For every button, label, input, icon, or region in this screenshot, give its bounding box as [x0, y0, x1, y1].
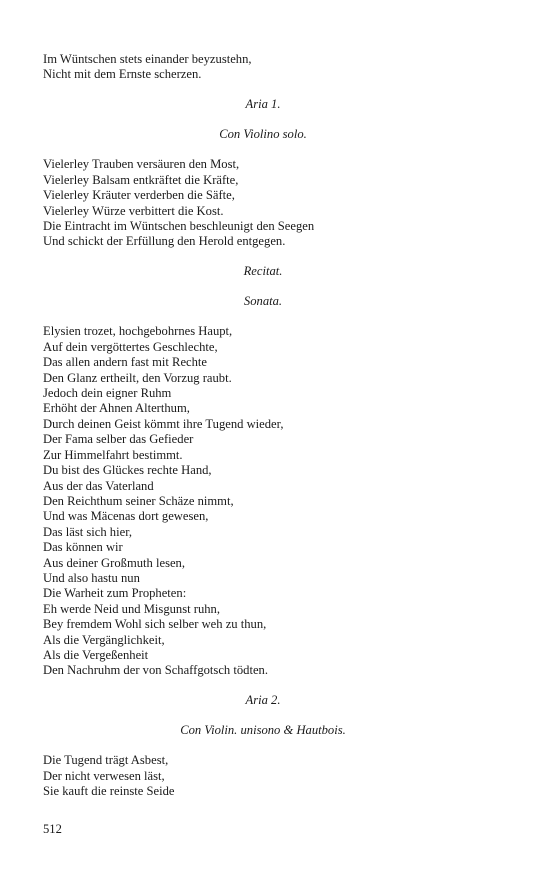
- heading-recitat: Recitat.: [243, 264, 283, 279]
- page-number: 512: [43, 822, 62, 836]
- verse-line: Den Nachruhm der von Schaffgotsch tödten.: [43, 663, 268, 678]
- verse-line: Und schickt der Erfüllung den Herold entgegen.: [43, 234, 286, 249]
- verse-line: Erhöht der Ahnen Alterthum,: [43, 401, 190, 416]
- verse-line: Das allen andern fast mit Rechte: [43, 355, 208, 370]
- spacer: [43, 739, 483, 754]
- verse-stanza: [43, 324, 483, 678]
- verse-line: Aus deiner Großmuth lesen,: [43, 555, 185, 570]
- verse-line: Den Reichthum seiner Schäze nimmt,: [43, 493, 234, 508]
- verse-line: Und also hastu nun: [43, 570, 140, 585]
- verse-stanza: [43, 157, 483, 249]
- verse-line: Der Fama selber das Gefieder: [43, 432, 194, 447]
- spacer: [43, 709, 483, 724]
- verse-line: Vielerley Trauben versäuren den Most,: [43, 157, 240, 172]
- verse-line: Zur Himmelfahrt bestimmt.: [43, 447, 183, 462]
- verse-line: Du bist des Glückes rechte Hand,: [43, 463, 212, 478]
- verse-line: Das können wir: [43, 540, 123, 555]
- page-body: [43, 52, 483, 800]
- verse-line: Vielerley Balsam entkräftet die Kräfte,: [43, 172, 239, 187]
- verse-line: Jedoch dein eigner Ruhm: [43, 386, 172, 401]
- heading-instrumentation: Con Violin. unisono & Hautbois.: [180, 723, 346, 738]
- verse-line: Im Wüntschen stets einander beyzustehn,: [43, 52, 252, 66]
- verse-stanza: [43, 52, 483, 83]
- verse-stanza: [43, 753, 483, 799]
- heading-aria-1: Aria 1.: [245, 97, 281, 112]
- verse-line: Aus der das Vaterland: [43, 478, 154, 493]
- verse-line: Vielerley Kräuter verderben die Säfte,: [43, 188, 235, 203]
- verse-line: Auf dein vergöttertes Geschlechte,: [43, 339, 218, 354]
- verse-line: Die Eintracht im Wüntschen beschleunigt den Seegen: [43, 219, 315, 234]
- verse-line: Als die Vergeßenheit: [43, 647, 149, 662]
- verse-line: Das läst sich hier,: [43, 524, 133, 539]
- verse-line: Und was Mäcenas dort gewesen,: [43, 509, 209, 524]
- verse-line: Vielerley Würze verbittert die Kost.: [43, 203, 224, 218]
- heading-sonata: Sonata.: [243, 294, 283, 309]
- verse-line: Nicht mit dem Ernste scherzen.: [43, 67, 202, 82]
- verse-line: Als die Vergänglichkeit,: [43, 632, 165, 647]
- verse-line: Eh werde Neid und Misgunst ruhn,: [43, 601, 220, 616]
- verse-line: Sie kauft die reinste Seide: [43, 784, 175, 799]
- spacer: [43, 83, 483, 98]
- spacer: [43, 310, 483, 325]
- verse-line: Den Glanz ertheilt, den Vorzug raubt.: [43, 370, 232, 385]
- spacer: [43, 250, 483, 265]
- heading-aria-2: Aria 2.: [245, 693, 281, 708]
- spacer: [43, 113, 483, 128]
- verse-line: Bey fremdem Wohl sich selber weh zu thun,: [43, 617, 267, 632]
- spacer: [43, 280, 483, 295]
- verse-line: Die Tugend trägt Asbest,: [43, 753, 169, 768]
- spacer: [43, 679, 483, 694]
- verse-line: Elysien trozet, hochgebohrnes Haupt,: [43, 324, 233, 339]
- spacer: [43, 143, 483, 158]
- verse-line: Durch deinen Geist kömmt ihre Tugend wieder,: [43, 416, 284, 431]
- heading-instrumentation: Con Violino solo.: [219, 127, 307, 142]
- verse-line: Die Warheit zum Propheten:: [43, 586, 187, 601]
- verse-line: Der nicht verwesen läst,: [43, 768, 165, 783]
